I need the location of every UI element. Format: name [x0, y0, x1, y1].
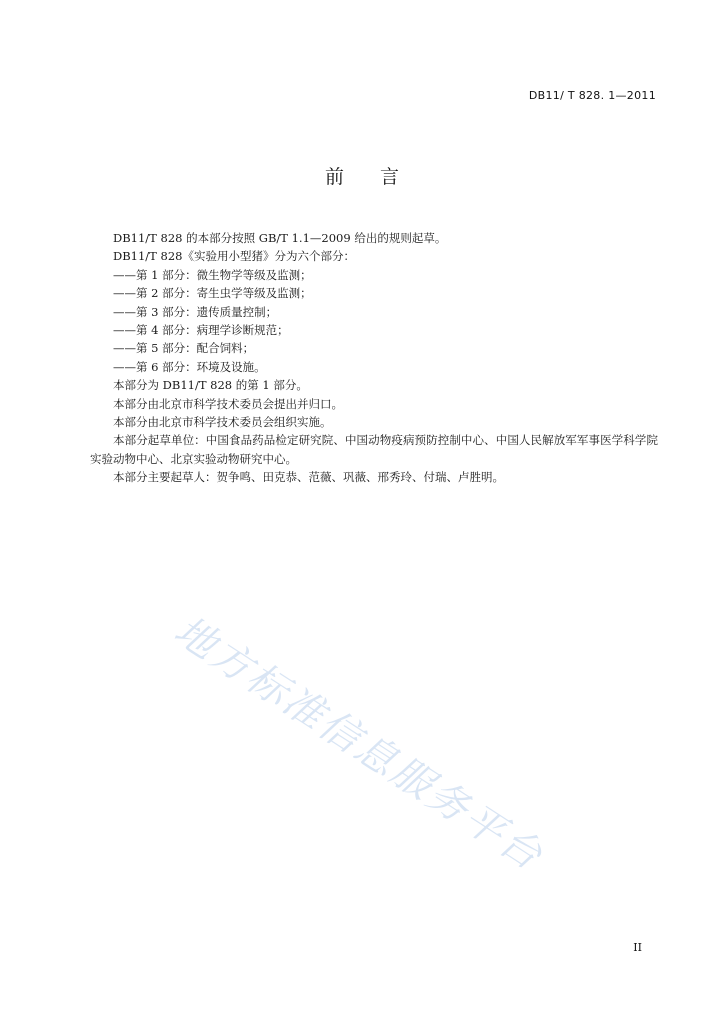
list-item-part-3: ——第 3 部分：遗传质量控制；	[113, 304, 278, 319]
paragraph-this-part: 本部分为 DB11/T 828 的第 1 部分。	[113, 378, 308, 393]
list-item-part-5: ——第 5 部分：配合饲料；	[113, 341, 255, 356]
paragraph-drafting-units: 本部分起草单位：中国食品药品检定研究院、中国动物疫病预防控制中心、中国人民解放军军事医学科学院实验动物中心、北京实验动物研究中心。	[90, 433, 658, 466]
page-number: II	[633, 941, 642, 954]
paragraph-drafters: 本部分主要起草人：贺争鸣、田克恭、范薇、巩薇、邢秀玲、付瑞、卢胜明。	[113, 470, 504, 485]
list-item-part-4: ——第 4 部分：病理学诊断规范；	[113, 323, 289, 338]
paragraph-organized-by: 本部分由北京市科学技术委员会组织实施。	[113, 415, 332, 430]
document-code: DB11/ T 828. 1—2011	[528, 89, 656, 102]
list-item-part-2: ——第 2 部分：寄生虫学等级及监测；	[113, 286, 312, 301]
list-item-part-6: ——第 6 部分：环境及设施。	[113, 359, 266, 374]
paragraph-parts-intro: DB11/T 828《实验用小型猪》分为六个部分：	[113, 249, 355, 264]
paragraph-drafting-rules: DB11/T 828 的本部分按照 GB/T 1.1—2009 给出的规则起草。	[113, 231, 447, 245]
watermark: 地方标准信息服务平台	[166, 607, 552, 881]
paragraph-proposed-by: 本部分由北京市科学技术委员会提出并归口。	[113, 396, 343, 411]
foreword-body	[90, 229, 658, 487]
page-title: 前言	[324, 166, 435, 188]
list-item-part-1: ——第 1 部分：微生物学等级及监测；	[113, 267, 312, 282]
